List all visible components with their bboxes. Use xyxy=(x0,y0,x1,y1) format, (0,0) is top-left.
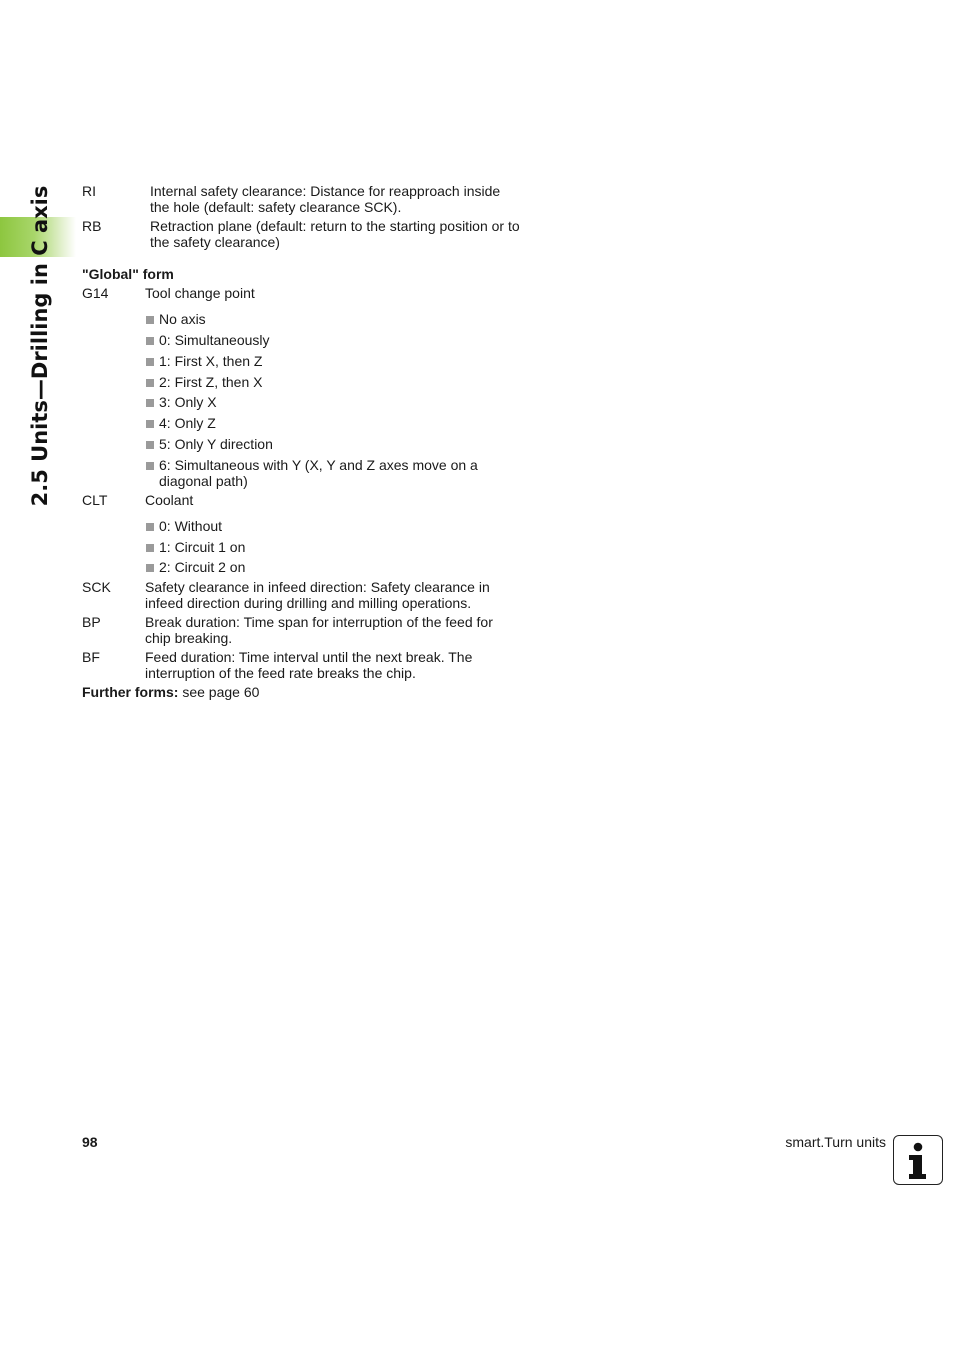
param-desc-bp: Break duration: Time span for interruption of the feed for chip breaking. xyxy=(145,614,493,646)
list-item: 2: Circuit 2 on xyxy=(146,559,159,575)
param-desc-rb: Retraction plane (default: return to the starting position or to the safety clearance) xyxy=(150,218,520,250)
global-form-heading: "Global" form xyxy=(82,266,174,282)
param-code-ri: RI xyxy=(82,183,96,199)
list-item: No axis xyxy=(146,311,159,327)
param-desc-g14: Tool change point xyxy=(145,285,255,301)
side-tab-title: 2.5 Units—Drilling in C axis xyxy=(28,185,52,507)
list-item: 3: Only X xyxy=(146,394,159,410)
page-number: 98 xyxy=(82,1134,98,1150)
bullet-square-icon xyxy=(146,399,154,407)
footer-section-title: smart.Turn units xyxy=(785,1134,886,1150)
list-item: 0: Simultaneously xyxy=(146,332,159,348)
param-code-g14: G14 xyxy=(82,285,109,301)
list-item: 6: Simultaneous with Y (X, Y and Z axes move on a diagonal path) xyxy=(146,457,159,473)
bullet-square-icon xyxy=(146,420,154,428)
list-item: 4: Only Z xyxy=(146,415,159,431)
param-code-bf: BF xyxy=(82,649,100,665)
param-code-bp: BP xyxy=(82,614,101,630)
param-desc-clt: Coolant xyxy=(145,492,194,508)
further-forms xyxy=(82,684,259,700)
param-code-sck: SCK xyxy=(82,579,111,595)
bullet-square-icon xyxy=(146,544,154,552)
bullet-square-icon xyxy=(146,337,154,345)
param-desc-ri: Internal safety clearance: Distance for reapproach inside the hole (default: safety clearance SCK). xyxy=(150,183,501,215)
list-item: 0: Without xyxy=(146,518,159,534)
bullet-square-icon xyxy=(146,441,154,449)
bullet-square-icon xyxy=(146,379,154,387)
param-desc-sck: Safety clearance in infeed direction: Safety clearance in infeed direction during drilling and milling operations. xyxy=(145,579,490,611)
further-forms-link[interactable]: see page 60 xyxy=(178,684,260,700)
bullet-square-icon xyxy=(146,462,154,470)
list-item: 2: First Z, then X xyxy=(146,374,159,390)
info-icon xyxy=(893,1135,943,1185)
param-code-clt: CLT xyxy=(82,492,108,508)
bullet-square-icon xyxy=(146,523,154,531)
bullet-square-icon xyxy=(146,358,154,366)
list-item: 1: Circuit 1 on xyxy=(146,539,159,555)
param-code-rb: RB xyxy=(82,218,102,234)
list-item: 5: Only Y direction xyxy=(146,436,159,452)
list-item: 1: First X, then Z xyxy=(146,353,159,369)
param-desc-bf: Feed duration: Time interval until the next break. The interruption of the feed rate breaks the chip. xyxy=(145,649,473,681)
further-forms-label: Further forms: xyxy=(82,684,179,700)
bullet-square-icon xyxy=(146,316,154,324)
bullet-square-icon xyxy=(146,564,154,572)
